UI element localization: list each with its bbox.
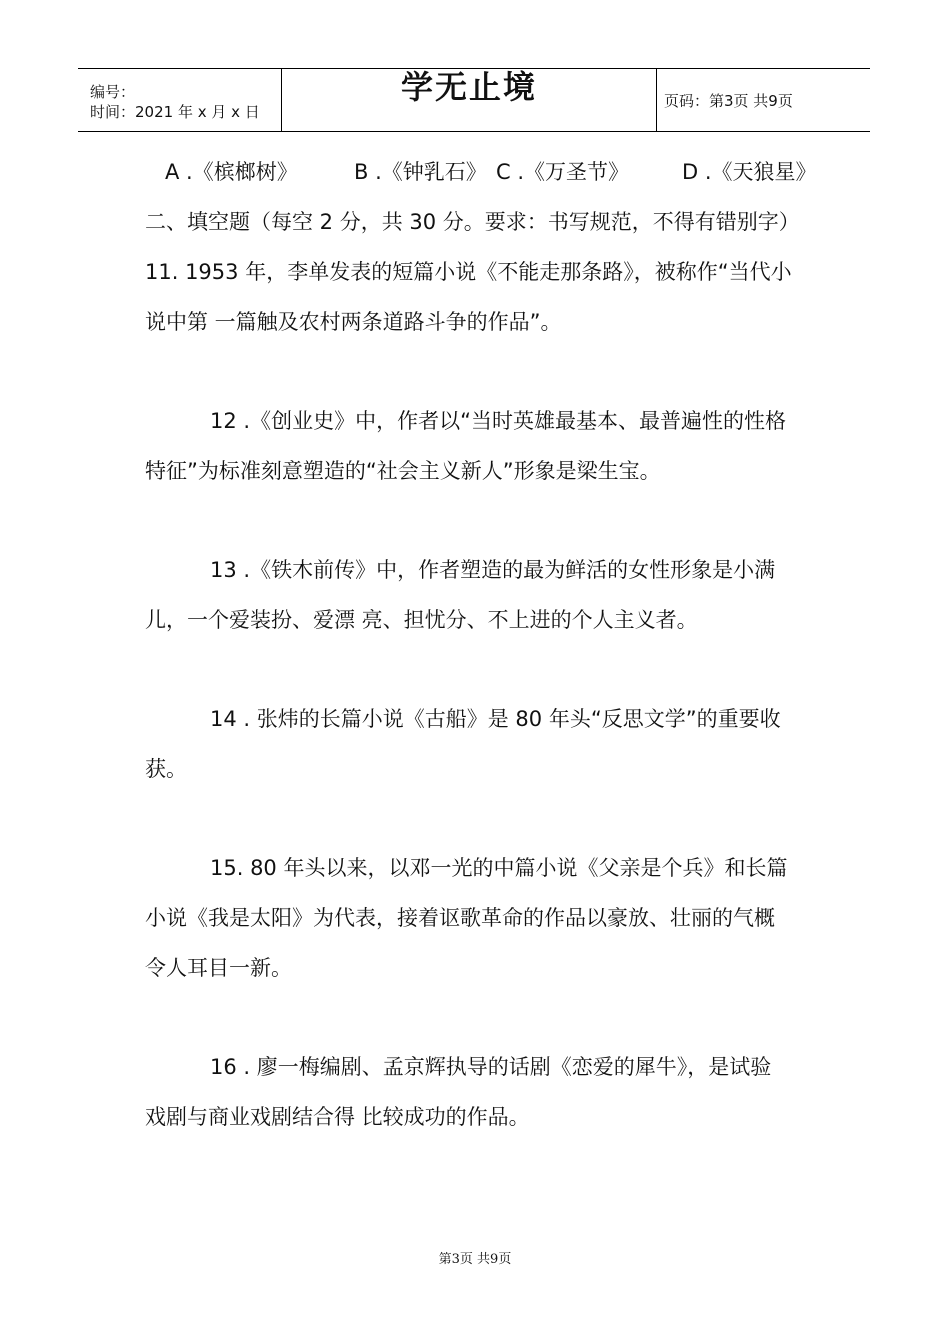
item-12-line-1: 12 .《创业史》中，作者以“当时英雄最基本、最普遍性的性格 <box>210 409 786 433</box>
option-c: C .《万圣节》 <box>496 160 630 184</box>
document-number-label: 编号： <box>90 83 136 101</box>
page-header <box>78 68 870 132</box>
option-b: B .《钟乳石》 <box>354 160 487 184</box>
item-11-line-2: 说中第 一篇触及农村两条道路斗争的作品”。 <box>145 310 562 334</box>
page-title: 学无止境 <box>400 68 537 106</box>
document-time-label: 时间：2021 年 x 月 x 日 <box>90 103 260 121</box>
item-11-line-1: 11. 1953 年，李单发表的短篇小说《不能走那条路》，被称作“当代小 <box>145 260 792 284</box>
item-13-line-2: 儿，一个爱装扮、爱漂 亮、担忧分、不上进的个人主义者。 <box>145 608 698 632</box>
item-14-line-1: 14 . 张炜的长篇小说《古船》是 80 年头“反思文学”的重要收 <box>210 707 781 731</box>
item-15-line-3: 令人耳目一新。 <box>145 956 292 980</box>
item-14-line-2: 获。 <box>145 757 187 781</box>
header-title-cell <box>281 69 657 131</box>
section-title: 二、填空题（每空 2 分，共 30 分。要求：书写规范，不得有错别字） <box>145 210 800 234</box>
page-footer: 第3页 共9页 <box>438 1252 512 1267</box>
item-16-line-1: 16 . 廖一梅编剧、孟京辉执导的话剧《恋爱的犀牛》，是试验 <box>210 1055 772 1079</box>
header-page-cell <box>656 69 870 131</box>
item-12-line-2: 特征”为标准刻意塑造的“社会主义新人”形象是梁生宝。 <box>145 459 661 483</box>
header-meta <box>78 69 281 131</box>
item-16-line-2: 戏剧与商业戏剧结合得 比较成功的作品。 <box>145 1105 530 1129</box>
item-15-line-1: 15. 80 年头以来，以邓一光的中篇小说《父亲是个兵》和长篇 <box>210 856 788 880</box>
page-info: 页码：第3页 共9页 <box>664 92 793 110</box>
option-a: A .《槟榔树》 <box>165 160 298 184</box>
item-13-line-1: 13 .《铁木前传》中，作者塑造的最为鲜活的女性形象是小满 <box>210 558 776 582</box>
option-d: D .《天狼星》 <box>682 160 817 184</box>
item-15-line-2: 小说《我是太阳》为代表，接着讴歌革命的作品以豪放、壮丽的气概 <box>145 906 775 930</box>
